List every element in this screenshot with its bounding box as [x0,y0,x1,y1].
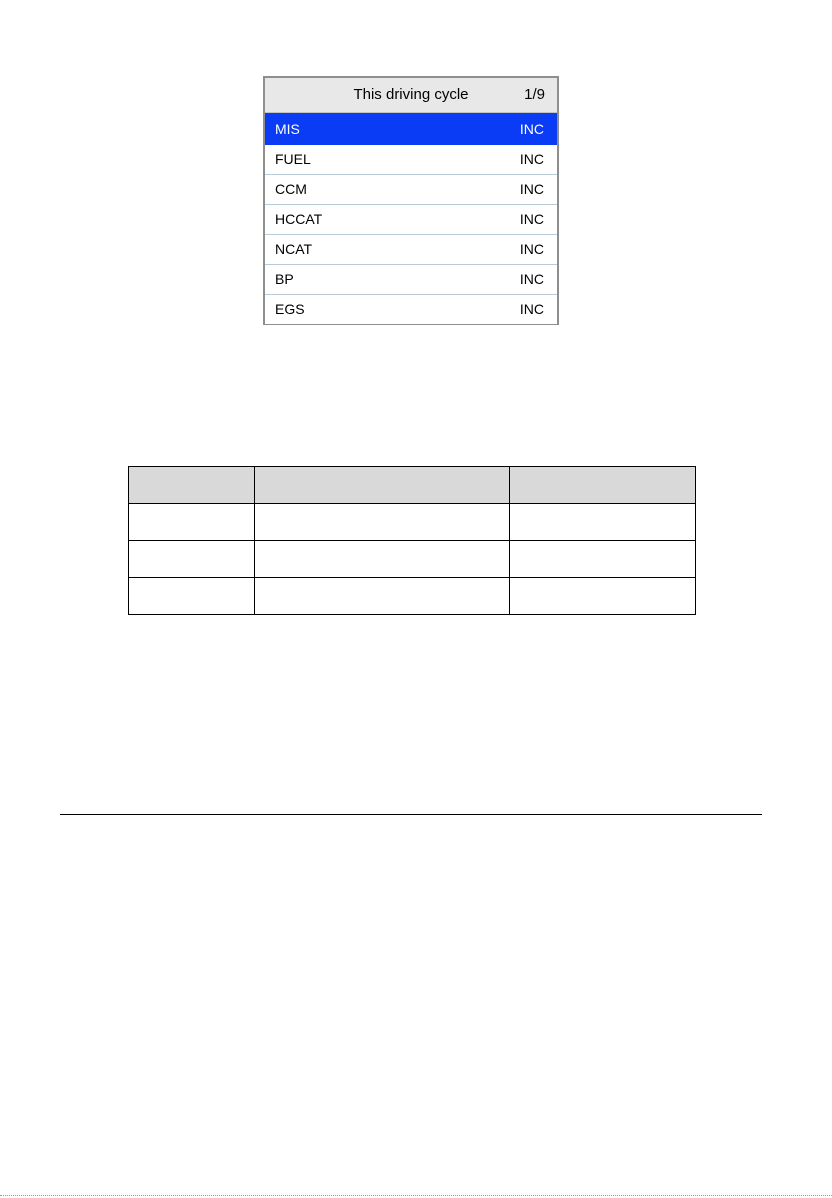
table-cell [129,578,255,615]
table-header-cell [129,467,255,504]
table-header-row [129,467,696,504]
horizontal-rule [60,814,762,815]
monitor-row-bp[interactable] [265,265,557,295]
empty-table [128,466,696,615]
monitor-status: INC [519,151,544,167]
monitor-status: INC [519,271,544,287]
monitor-status: INC [519,181,544,197]
table-cell [255,541,510,578]
table-row [129,578,696,615]
monitor-row-fuel[interactable] [265,145,557,175]
screen-title: This driving cycle [353,86,469,103]
monitor-name: BP [275,271,294,287]
screen-header [265,78,557,113]
monitor-name: CCM [275,181,307,197]
monitor-status: INC [519,211,544,227]
monitor-status: INC [519,301,544,317]
monitor-row-hccat[interactable] [265,205,557,235]
table-header-cell [510,467,696,504]
page-indicator: 1/9 [524,86,545,103]
monitor-name: NCAT [275,241,313,257]
table-cell [510,578,696,615]
table-header-cell [255,467,510,504]
monitor-row-egs[interactable] [265,295,557,324]
monitor-row-mis[interactable] [265,113,557,145]
monitor-status: INC [519,121,544,137]
device-screen [263,76,559,325]
monitor-name: EGS [275,301,305,317]
table-row [129,504,696,541]
page-bottom-dotted-line [0,1195,832,1196]
monitor-name: FUEL [275,151,311,167]
table-cell [129,541,255,578]
monitor-name: HCCAT [275,211,323,227]
table-cell [129,504,255,541]
monitor-row-ccm[interactable] [265,175,557,205]
monitor-row-ncat[interactable] [265,235,557,265]
table-cell [510,504,696,541]
table-cell [510,541,696,578]
monitor-status: INC [519,241,544,257]
table-cell [255,504,510,541]
table-cell [255,578,510,615]
monitor-name: MIS [275,121,300,137]
monitor-list [265,113,557,324]
table-row [129,541,696,578]
